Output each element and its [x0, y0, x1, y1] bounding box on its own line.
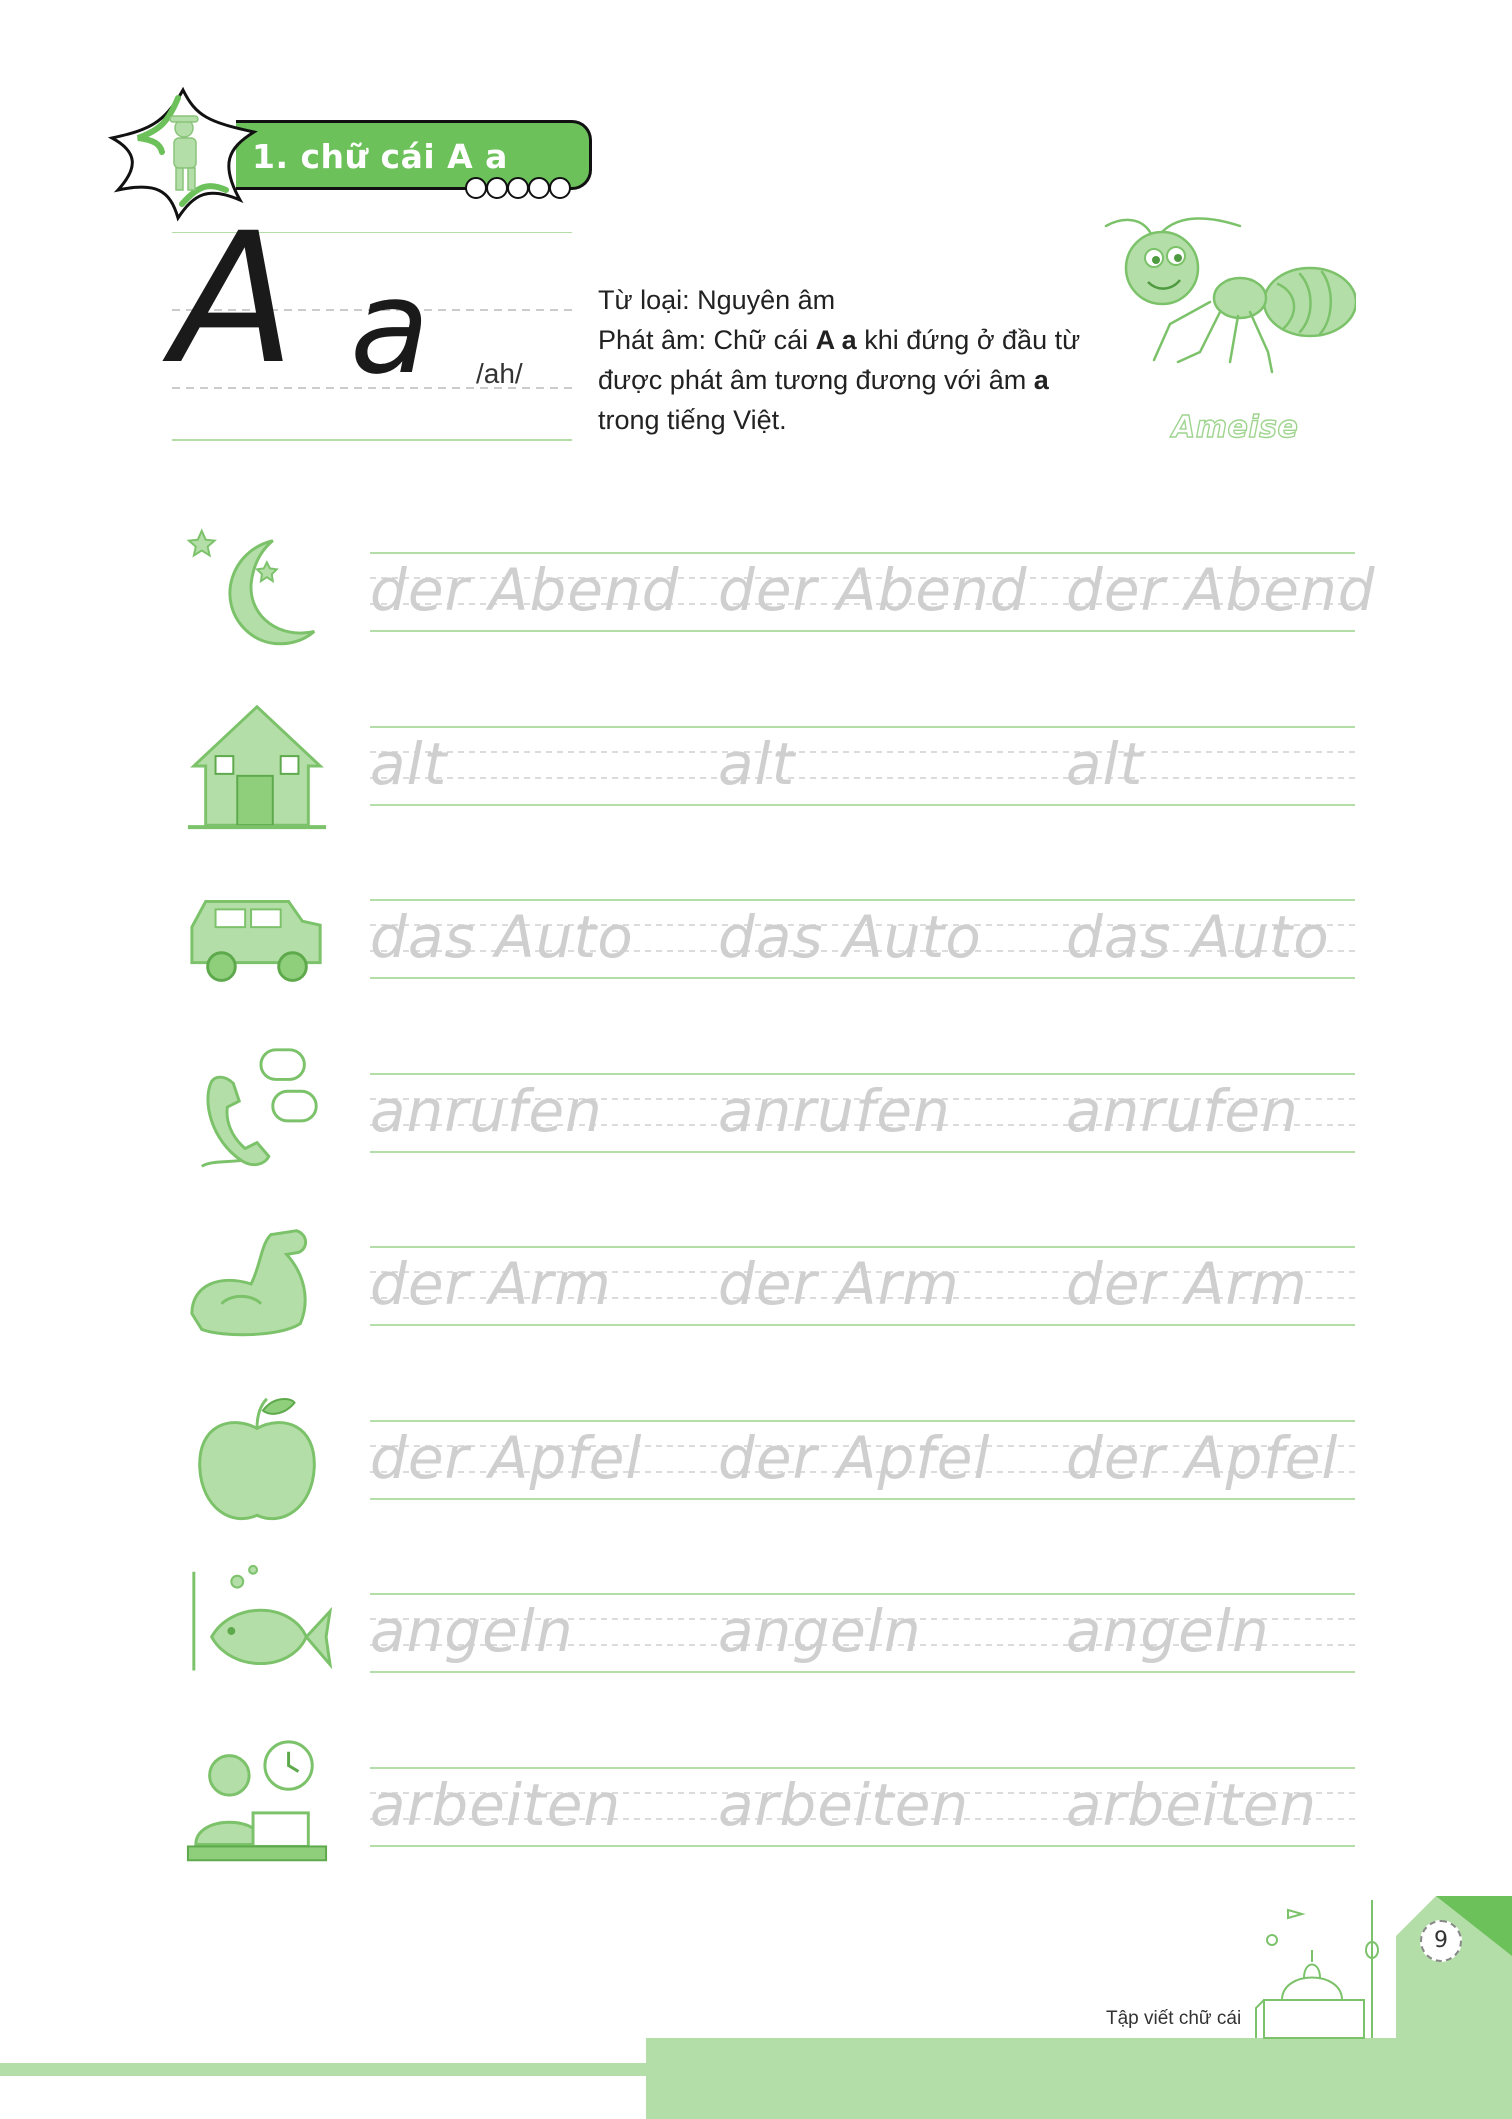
house-icon [182, 694, 332, 834]
practice-row [170, 1041, 1360, 1215]
phone-icon [182, 1041, 332, 1181]
practice-row [170, 694, 1360, 868]
trace-word: angeln [718, 1597, 922, 1665]
word-type-text: Từ loại: Nguyên âm [598, 285, 836, 315]
page-number: 9 [1434, 1928, 1448, 1953]
trace-word: alt [718, 729, 796, 798]
pronunciation-text: Phát âm: Chữ cái A a khi đứng ở đầu từ được phát âm tương đương với âm a trong tiếng Việt. [598, 325, 1081, 435]
chapter-title: 1. chữ cái A a [252, 137, 508, 176]
trace-word: der Apfel [1066, 1423, 1339, 1492]
trace-word: anrufen [1066, 1076, 1299, 1145]
footer-caption: Tập viết chữ cái [1106, 2008, 1242, 2029]
trace-word: arbeiten [718, 1770, 970, 1839]
worker-icon [182, 1735, 332, 1875]
uppercase-letter: A [172, 195, 296, 404]
letter-info [598, 280, 1098, 440]
practice-list [170, 520, 1376, 1908]
trace-words [370, 1244, 1355, 1324]
trace-word: arbeiten [370, 1770, 622, 1839]
trace-word: der Arm [1066, 1250, 1308, 1318]
practice-row [170, 520, 1376, 694]
trace-word: alt [1066, 729, 1144, 798]
practice-row [170, 1214, 1360, 1388]
trace-word: das Auto [1066, 903, 1330, 971]
trace-words [370, 1071, 1355, 1151]
arm-icon [182, 1214, 332, 1354]
fish-icon [182, 1561, 332, 1701]
ant-icon [1100, 212, 1356, 382]
trace-words [370, 1418, 1355, 1498]
trace-words [370, 1591, 1355, 1671]
trace-word: angeln [1066, 1597, 1270, 1665]
practice-row [170, 867, 1360, 1041]
trace-word: der Arm [718, 1250, 960, 1318]
practice-row [170, 1561, 1360, 1735]
trace-words [370, 897, 1355, 977]
trace-words [370, 724, 1355, 804]
trace-word: anrufen [370, 1076, 603, 1145]
moon-icon [182, 520, 332, 660]
trace-word: das Auto [370, 903, 634, 971]
trace-word: das Auto [718, 903, 982, 971]
trace-word: anrufen [718, 1076, 951, 1145]
trace-word: der Abend [370, 556, 680, 624]
practice-row [170, 1735, 1360, 1909]
trace-words [370, 1765, 1355, 1845]
practice-row [170, 1388, 1360, 1562]
lowercase-letter: a [350, 251, 430, 403]
trace-word: der Arm [370, 1250, 612, 1318]
trace-word: der Apfel [370, 1423, 643, 1492]
footer-block [646, 2038, 1396, 2119]
trace-words [370, 550, 1376, 630]
pronunciation-ipa: /ah/ [476, 358, 523, 389]
trace-word: alt [370, 729, 448, 798]
trace-word: der Abend [718, 556, 1028, 624]
trace-word: der Apfel [718, 1423, 991, 1492]
city-skyline-icon [1252, 1890, 1392, 2040]
title-dots-decoration [466, 177, 571, 201]
illustration-label: Ameise [1172, 410, 1299, 445]
apple-icon [182, 1388, 332, 1528]
trace-word: angeln [370, 1597, 574, 1665]
car-icon [182, 867, 332, 1007]
trace-word: arbeiten [1066, 1770, 1318, 1839]
trace-word: der Abend [1066, 556, 1376, 624]
